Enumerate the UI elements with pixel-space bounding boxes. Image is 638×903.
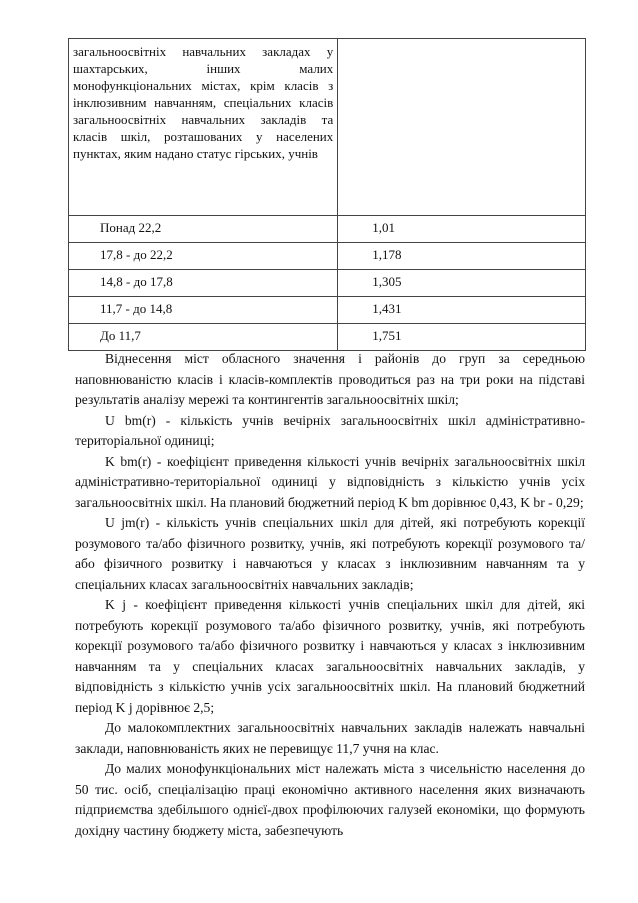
body-text	[75, 349, 585, 841]
coefficient-cell: 1,305	[338, 270, 586, 297]
paragraph-k-bm: K bm(r) - коефіцієнт приведення кількості учнів вечірніх загальноосвітніх шкіл адміністративно-територіальної одиниці у відповідність з кількістю учнів усіх загальноосвітніх шкіл. На плановий бюджетний період K bm дорівнює 0,43, K br - 0,29;	[75, 453, 585, 510]
paragraph-groups: Віднесення міст обласного значення і районів до груп за середньою наповнюваністю класів і класів-комплектів проводиться раз на три роки на підставі результатів аналізу мережі та контингентів загальноосвітніх шкіл;	[75, 351, 585, 407]
coefficient-cell: 1,751	[338, 324, 586, 351]
table-row	[69, 297, 586, 324]
range-cell: 11,7 - до 14,8	[69, 297, 338, 324]
table-row	[69, 243, 586, 270]
range-cell: До 11,7	[69, 324, 338, 351]
paragraph-small-schools: До малокомплектних загальноосвітніх навчальних закладів належать навчальні заклади, наповнюваність яких не перевищує 11,7 учня на клас.	[75, 720, 585, 756]
paragraph-u-bm: U bm(r) - кількість учнів вечірніх загальноосвітніх шкіл адміністративно-територіальної одиниці;	[75, 412, 585, 448]
range-cell: 17,8 - до 22,2	[69, 243, 338, 270]
coefficient-cell: 1,431	[338, 297, 586, 324]
range-cell: 14,8 - до 17,8	[69, 270, 338, 297]
coefficient-table	[68, 38, 586, 351]
table-row-description	[69, 39, 586, 216]
table-empty-cell	[338, 39, 586, 216]
coefficient-cell: 1,01	[338, 216, 586, 243]
table-row	[69, 216, 586, 243]
coefficient-cell: 1,178	[338, 243, 586, 270]
paragraph-k-j: K j - коефіцієнт приведення кількості учнів спеціальних шкіл для дітей, які потребують корекції розумового та/або фізичного розвитку, учнів, які потребують корекції розумового та/або фізичного розвитку і навчаються у класах з інклюзивним навчанням та у спеціальних класах загальноосвітніх навчальних закладів, у відповідність з кількістю учнів усіх загальноосвітніх шкіл. На плановий бюджетний період K j дорівнює 2,5;	[75, 597, 585, 715]
table-row	[69, 270, 586, 297]
table-description-cell: загальноосвітніх навчальних закладах у шахтарських, інших малих монофункціональних містах, крім класів з інклюзивним навчанням, спеціальних класів загальноосвітніх навчальних закладів та класів шкіл, розташованих у населених пунктах, яким надано статус гірських, учнів	[69, 39, 338, 216]
range-cell: Понад 22,2	[69, 216, 338, 243]
paragraph-u-jm: U jm(r) - кількість учнів спеціальних шкіл для дітей, які потребують корекції розумового та/або фізичного розвитку, учнів, які потребують корекції розумового та/або фізичного розвитку і навчаються у класах з інклюзивним навчанням та у спеціальних класах загальноосвітніх навчальних закладів;	[75, 515, 585, 592]
paragraph-monofunctional-cities: До малих монофункціональних міст належать міста з чисельністю населення до 50 тис. осіб, спеціалізацію праці економічно активного населення яких визначають підприємства здебільшого однієї-двох профілюючих галузей економіки, що формують дохідну частину бюджету міста, забезпечують	[75, 761, 585, 838]
table-row	[69, 324, 586, 351]
